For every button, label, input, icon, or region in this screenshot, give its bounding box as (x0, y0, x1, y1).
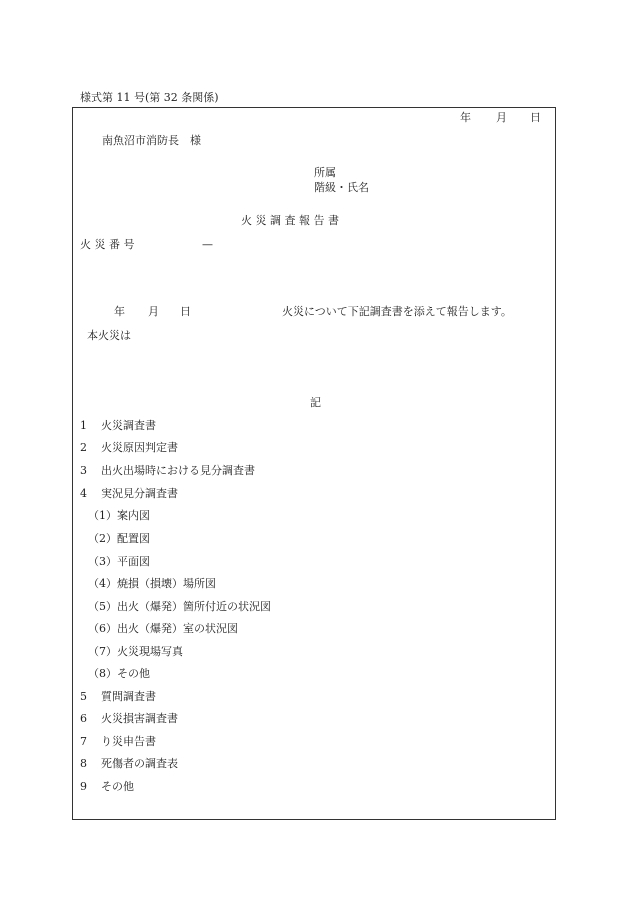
ki-label: 記 (310, 396, 321, 409)
sub-item: （2）配置図 (88, 532, 150, 545)
item-number: 6 (80, 712, 87, 725)
item-number: 7 (80, 735, 87, 748)
item-label: 火災損害調査書 (101, 712, 178, 725)
sub-item: （8）その他 (88, 667, 150, 680)
report-month: 月 (148, 305, 159, 318)
report-year: 年 (114, 305, 125, 318)
item-label: 火災原因判定書 (101, 441, 178, 454)
item-number: 2 (80, 441, 87, 454)
rank-name-label: 階級・氏名 (314, 181, 369, 194)
item-number: 8 (80, 757, 87, 770)
item-number: 4 (80, 487, 87, 500)
item-label: 実況見分調査書 (101, 487, 178, 500)
item-label: 出火出場時における見分調査書 (101, 464, 255, 477)
item-label: 死傷者の調査表 (101, 757, 178, 770)
date-month: 月 (496, 111, 507, 124)
fire-note: 本火災は (87, 329, 131, 342)
sub-item: （4）焼損（損壊）場所図 (88, 577, 216, 590)
item-label: 火災調査書 (101, 419, 156, 432)
sub-item: （5）出火（爆発）箇所付近の状況図 (88, 600, 271, 613)
sub-item: （6）出火（爆発）室の状況図 (88, 622, 238, 635)
report-day: 日 (180, 305, 191, 318)
date-year: 年 (460, 111, 471, 124)
document-title: 火 災 調 査 報 告 書 (241, 214, 339, 227)
item-number: 9 (80, 780, 87, 793)
item-label: 質問調査書 (101, 690, 156, 703)
item-number: 3 (80, 464, 87, 477)
fire-number-dash: — (202, 238, 213, 251)
date-day: 日 (530, 111, 541, 124)
form-number: 様式第 11 号(第 32 条関係) (80, 91, 219, 104)
item-label: り災申告書 (101, 735, 156, 748)
fire-number-label: 火 災 番 号 (80, 238, 135, 251)
sub-item: （7）火災現場写真 (88, 645, 183, 658)
item-number: 5 (80, 690, 87, 703)
item-label: その他 (101, 780, 134, 793)
report-statement: 火災について下記調査書を添えて報告します。 (282, 305, 512, 318)
sub-item: （1）案内図 (88, 509, 150, 522)
sub-item: （3）平面図 (88, 555, 150, 568)
addressee: 南魚沼市消防長 様 (102, 134, 201, 147)
affiliation-label: 所属 (314, 166, 336, 179)
item-number: 1 (80, 419, 87, 432)
